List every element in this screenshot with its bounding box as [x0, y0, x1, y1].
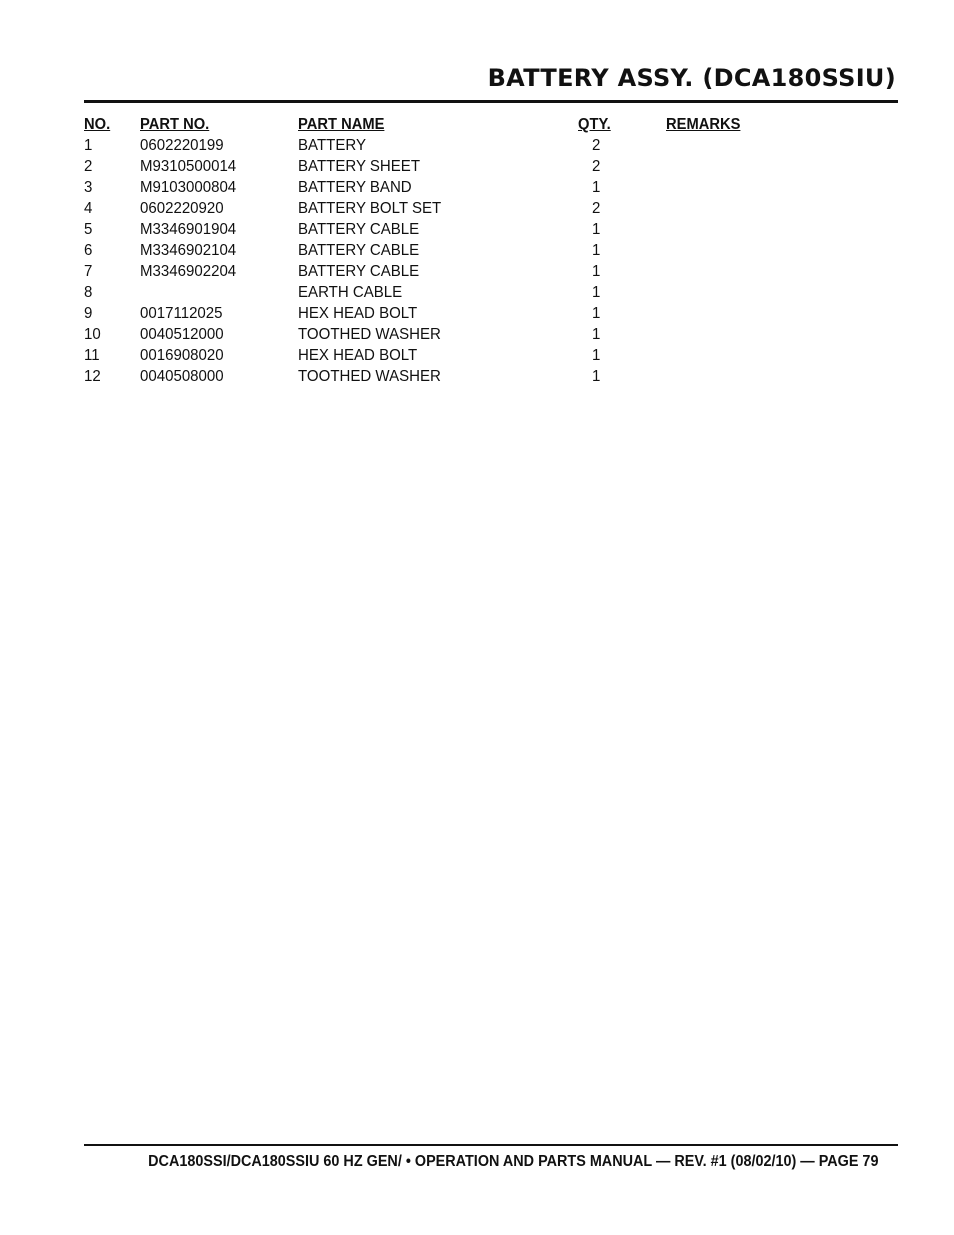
cell-part-no: 0602220199 [140, 137, 224, 154]
cell-qty: 2 [592, 158, 601, 175]
cell-part-no: 0602220920 [140, 200, 224, 217]
cell-no: 11 [84, 347, 100, 364]
header-no: NO. [84, 116, 111, 133]
cell-part-name: HEX HEAD BOLT [298, 347, 418, 364]
cell-part-no: M9310500014 [140, 158, 237, 175]
cell-qty: 1 [592, 305, 601, 322]
table-row [84, 135, 784, 156]
cell-part-no: M9103000804 [140, 179, 237, 196]
cell-part-name: TOOTHED WASHER [298, 368, 441, 385]
table-row [84, 324, 784, 345]
page-title: BATTERY ASSY. (DCA180SSIU) [487, 64, 896, 92]
cell-part-no: 0016908020 [140, 347, 224, 364]
table-row [84, 345, 784, 366]
footer-divider [84, 1144, 898, 1146]
cell-qty: 1 [592, 368, 601, 385]
table-row [84, 282, 784, 303]
cell-qty: 2 [592, 137, 601, 154]
cell-part-name: BATTERY CABLE [298, 242, 420, 259]
cell-no: 2 [84, 158, 93, 175]
cell-no: 1 [84, 137, 93, 154]
header-remarks: REMARKS [666, 116, 741, 133]
cell-no: 7 [84, 263, 93, 280]
table-body [84, 135, 784, 387]
cell-no: 9 [84, 305, 93, 322]
cell-no: 4 [84, 200, 93, 217]
cell-qty: 1 [592, 326, 601, 343]
cell-no: 10 [84, 326, 101, 343]
header-part-no: PART NO. [140, 116, 210, 133]
table-row [84, 303, 784, 324]
table-row [84, 156, 784, 177]
cell-part-no: 0017112025 [140, 305, 223, 322]
cell-qty: 1 [592, 242, 601, 259]
cell-qty: 1 [592, 221, 601, 238]
cell-qty: 1 [592, 284, 601, 301]
cell-qty: 1 [592, 347, 601, 364]
cell-part-name: BATTERY [298, 137, 366, 154]
cell-part-name: BATTERY BAND [298, 179, 412, 196]
table-row [84, 177, 784, 198]
cell-part-name: EARTH CABLE [298, 284, 403, 301]
cell-part-no: M3346902204 [140, 263, 237, 280]
table-row [84, 261, 784, 282]
cell-part-name: BATTERY SHEET [298, 158, 421, 175]
cell-qty: 1 [592, 179, 601, 196]
table-row [84, 198, 784, 219]
cell-part-no: 0040512000 [140, 326, 224, 343]
cell-part-name: BATTERY BOLT SET [298, 200, 442, 217]
cell-part-name: BATTERY CABLE [298, 221, 420, 238]
cell-part-name: HEX HEAD BOLT [298, 305, 418, 322]
cell-qty: 1 [592, 263, 601, 280]
cell-part-name: TOOTHED WASHER [298, 326, 441, 343]
cell-qty: 2 [592, 200, 601, 217]
cell-no: 3 [84, 179, 93, 196]
cell-no: 8 [84, 284, 93, 301]
page-footer: DCA180SSI/DCA180SSIU 60 HZ GEN/ • OPERATION AND PARTS MANUAL — REV. #1 (08/02/10) — PAGE 79 [147, 1153, 878, 1170]
cell-no: 12 [84, 368, 101, 385]
header-qty: QTY. [578, 116, 611, 133]
cell-part-no: M3346901904 [140, 221, 237, 238]
cell-part-no: 0040508000 [140, 368, 224, 385]
table-row [84, 366, 784, 387]
cell-part-name: BATTERY CABLE [298, 263, 420, 280]
table-row [84, 240, 784, 261]
table-row [84, 219, 784, 240]
table-header-row [84, 114, 784, 135]
cell-no: 6 [84, 242, 93, 259]
cell-part-no: M3346902104 [140, 242, 237, 259]
header-part-name: PART NAME [298, 116, 385, 133]
parts-table [84, 114, 784, 387]
cell-no: 5 [84, 221, 93, 238]
title-divider [84, 100, 898, 103]
